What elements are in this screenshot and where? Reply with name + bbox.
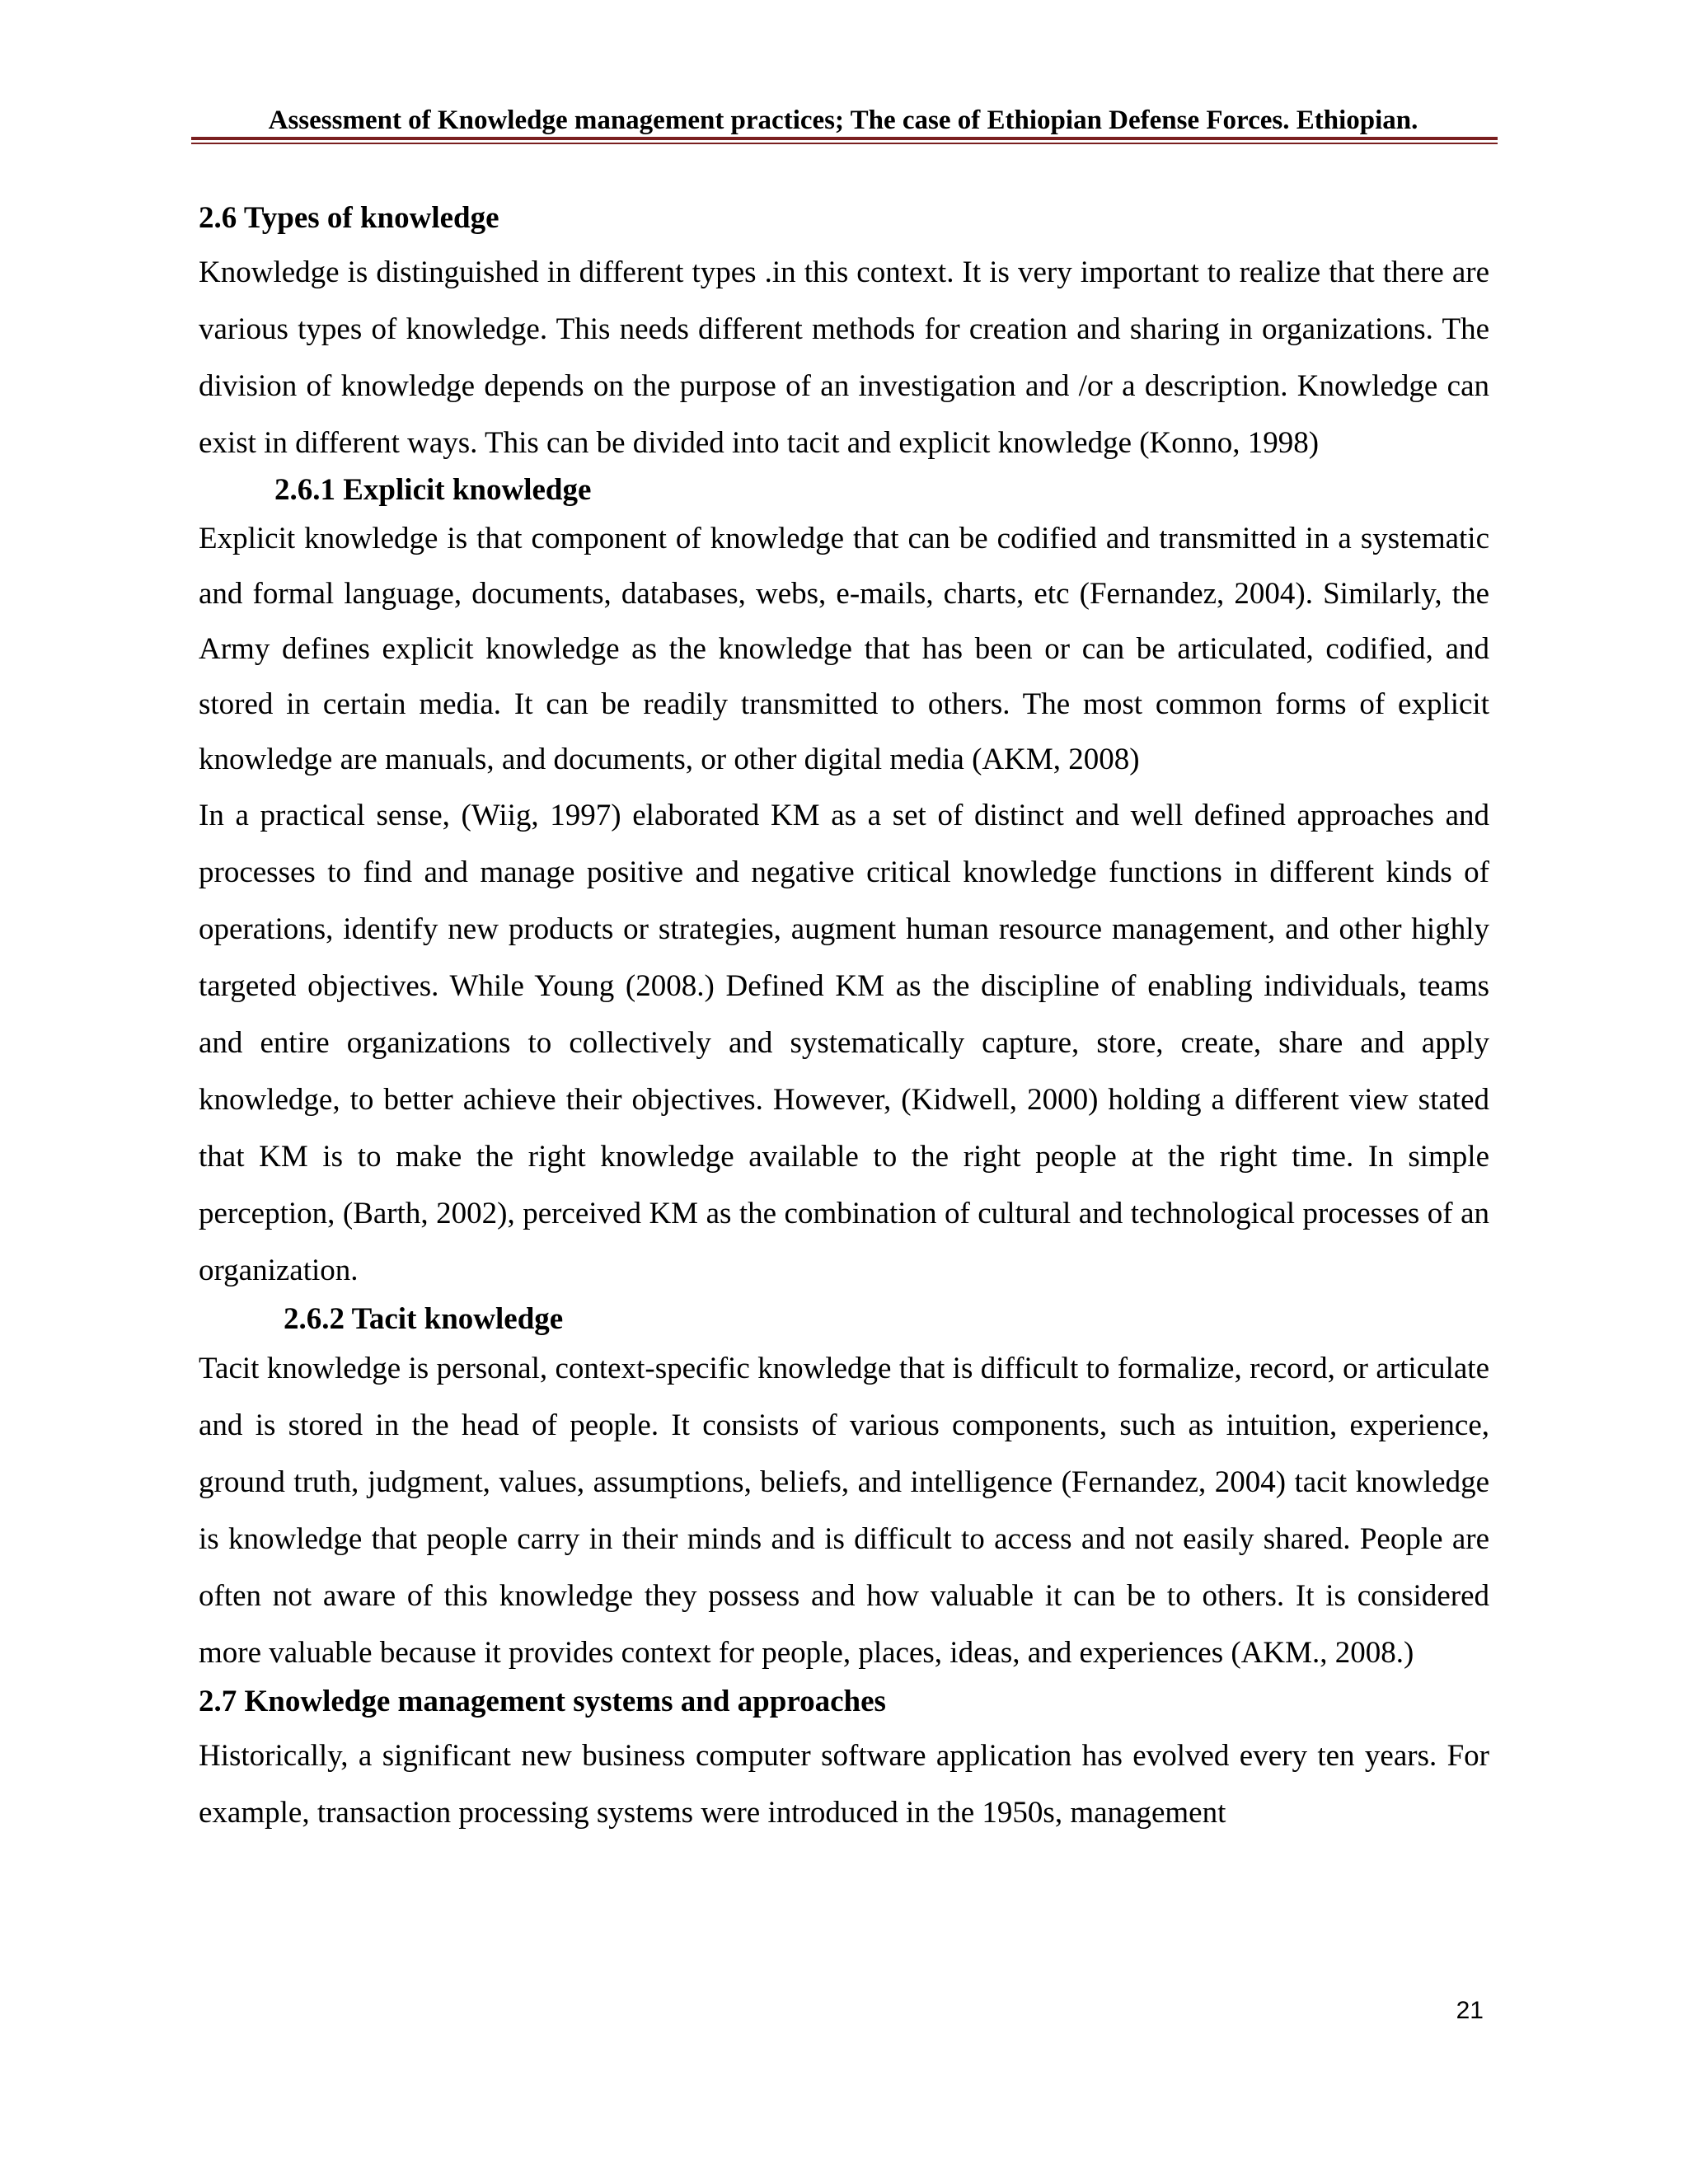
page-number: 21 bbox=[1456, 1997, 1484, 2024]
section-2-6-2-paragraph: Tacit knowledge is personal, context-specific knowledge that is difficult to formalize, record, or articulate and is stored in the head of people. It consists of various components, such as intuition, experience, ground truth, judgment, values, assumptions, beliefs, and intelligence (Fernandez, 2004) tacit knowledge is knowledge that people carry in their minds and is difficult to access and not easily shared. People are often not aware of this knowledge they possess and how valuable it can be to others. It is considered more valuable because it provides context for people, places, ideas, and experiences (AKM., 2008.) bbox=[199, 1352, 1489, 1670]
section-2-6-1-paragraph-1: Explicit knowledge is that component of knowledge that can be codified and transmitted in a systematic and formal language, documents, databases, webs, e-mails, charts, etc (Fernandez, 2004). Similarly, the Army defines explicit knowledge as the knowledge that has been or can be articulated, codified, and stored in certain media. It can be readily transmitted to others. The most common forms of explicit knowledge are manuals, and documents, or other digital media (AKM, 2008) bbox=[199, 522, 1489, 776]
section-heading-2-6: 2.6 Types of knowledge bbox=[199, 201, 499, 235]
section-2-6-paragraph: Knowledge is distinguished in different types .in this context. It is very important to realize that there are various types of knowledge. This needs different methods for creation and sharing in organizations. The division of knowledge depends on the purpose of an investigation and /or a description. Knowledge can exist in different ways. This can be divided into tacit and explicit knowledge (Konno, 1998) bbox=[199, 255, 1489, 460]
section-heading-2-6-1: 2.6.1 Explicit knowledge bbox=[274, 473, 592, 507]
running-header: Assessment of Knowledge management practices; The case of Ethiopian Defense Forces. Ethiopian. bbox=[268, 105, 1418, 135]
body-content bbox=[199, 198, 1489, 1841]
header-rule bbox=[191, 137, 1498, 145]
header-rule-thin bbox=[191, 143, 1498, 144]
section-2-7-paragraph: Historically, a significant new business computer software application has evolved every ten years. For example, transaction processing systems were introduced in the 1950s, management bbox=[199, 1739, 1489, 1830]
section-heading-2-6-2: 2.6.2 Tacit knowledge bbox=[284, 1302, 564, 1336]
section-2-6-1-paragraph-2: In a practical sense, (Wiig, 1997) elaborated KM as a set of distinct and well defined approaches and processes to find and manage positive and negative critical knowledge functions in different kinds of operations, identify new products or strategies, augment human resource management, and other highly targeted objectives. While Young (2008.) Defined KM as the discipline of enabling individuals, teams and entire organizations to collectively and systematically capture, store, create, share and apply knowledge, to better achieve their objectives. However, (Kidwell, 2000) holding a different view stated that KM is to make the right knowledge available to the right people at the right time. In simple perception, (Barth, 2002), perceived KM as the combination of cultural and technological processes of an organization. bbox=[199, 799, 1489, 1287]
section-heading-2-7: 2.7 Knowledge management systems and approaches bbox=[199, 1685, 886, 1718]
header-rule-thick bbox=[191, 137, 1498, 140]
